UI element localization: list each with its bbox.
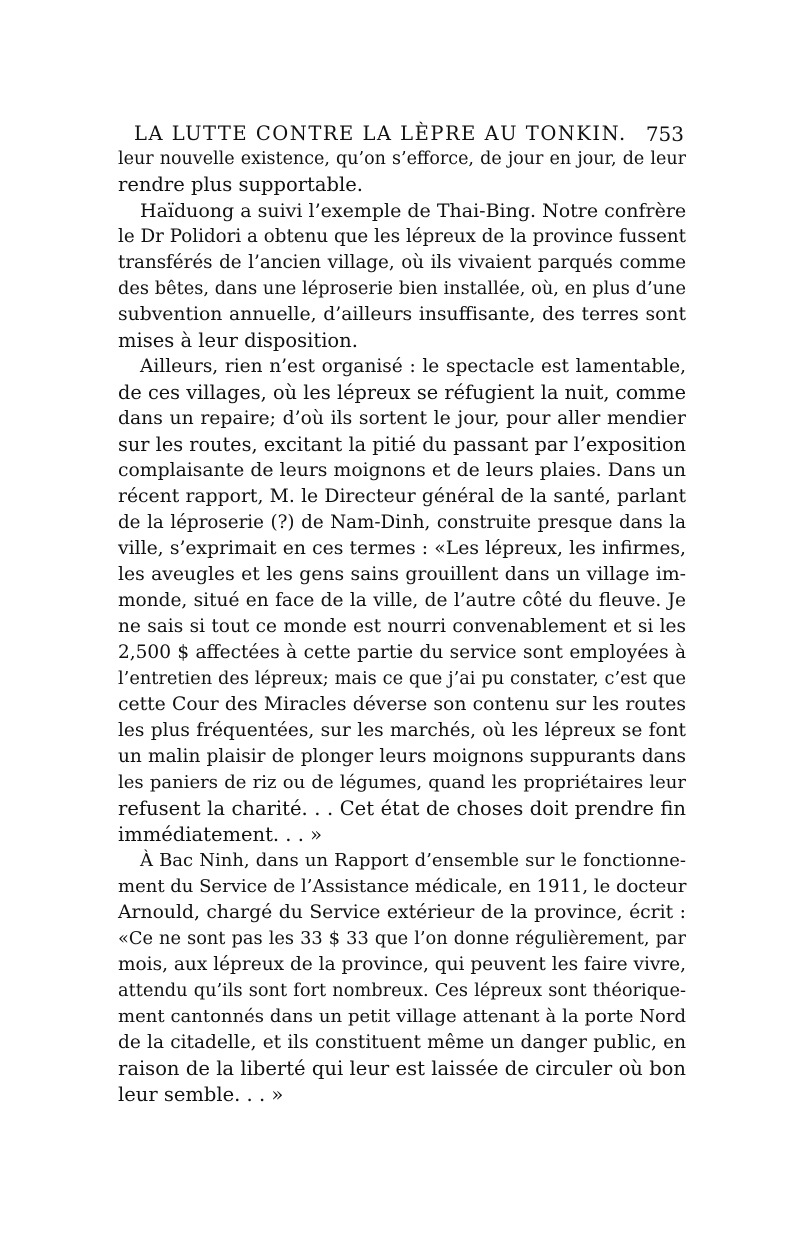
text-line: cette Cour des Miracles déverse son contenu sur les routes bbox=[118, 694, 686, 715]
text-line: dans un repaire; d’où ils sortent le jour, pour aller mendier bbox=[118, 408, 686, 429]
text-line: ment du Service de l’Assistance médicale, en 1911, le docteur bbox=[118, 876, 687, 897]
body-text bbox=[118, 146, 686, 1108]
text-line: subvention annuelle, d’ailleurs insuffisante, des terres sont bbox=[118, 304, 686, 325]
text-line: leur semble. . . » bbox=[118, 1083, 284, 1106]
text-line: transférés de l’ancien village, où ils vivaient parqués comme bbox=[118, 252, 686, 273]
text-line: monde, situé en face de la ville, de l’autre côté du fleuve. Je bbox=[118, 590, 686, 611]
running-title: LA LUTTE CONTRE LA LÈPRE AU TONKIN. bbox=[134, 122, 627, 145]
text-line: de la léproserie (?) de Nam-Dinh, construite presque dans la bbox=[118, 512, 686, 533]
text-line: l’entretien des lépreux; mais ce que j’ai pu constater, c’est que bbox=[118, 669, 686, 689]
text-line: À Bac Ninh, dans un Rapport d’ensemble sur le fonctionne- bbox=[140, 850, 686, 871]
text-line: mois, aux lépreux de la province, qui peuvent les faire vivre, bbox=[118, 954, 686, 975]
text-line: le Dr Polidori a obtenu que les lépreux de la province fussent bbox=[118, 226, 686, 247]
text-line: sur les routes, excitant la pitié du passant par l’exposition bbox=[118, 433, 686, 456]
text-line: les aveugles et les gens sains grouillent dans un village im- bbox=[118, 564, 686, 585]
text-line: récent rapport, M. le Directeur général de la santé, parlant bbox=[118, 486, 686, 507]
text-line: les paniers de riz ou de légumes, quand les propriétaires leur bbox=[118, 772, 686, 793]
text-line: rendre plus supportable. bbox=[118, 173, 363, 196]
text-line: ment cantonnés dans un petit village attenant à la porte Nord bbox=[118, 1006, 686, 1027]
text-line: «Ce ne sont pas les 33 $ 33 que l’on donne régulièrement, par bbox=[118, 929, 686, 949]
text-line: mises à leur disposition. bbox=[118, 329, 358, 352]
text-line: attendu qu’ils sont fort nombreux. Ces lépreux sont théorique- bbox=[118, 981, 686, 1001]
text-line: les plus fréquentées, sur les marchés, où les lépreux se font bbox=[118, 720, 686, 741]
text-line: raison de la liberté qui leur est laissée de circuler où bon bbox=[118, 1057, 686, 1080]
text-line: 2,500 $ affectées à cette partie du service sont employées à bbox=[118, 642, 686, 663]
text-line: Ailleurs, rien n’est organisé : le spectacle est lamentable, bbox=[140, 356, 686, 377]
text-line: de ces villages, où les lépreux se réfugient la nuit, comme bbox=[118, 381, 686, 404]
text-line: des bêtes, dans une léproserie bien installée, où, en plus d’une bbox=[118, 279, 686, 299]
text-line: Haïduong a suivi l’exemple de Thai-Bing. Notre confrère bbox=[140, 200, 687, 222]
text-line: Arnould, chargé du Service extérieur de la province, écrit : bbox=[118, 902, 686, 923]
text-line: ville, s’exprimait en ces termes : «Les lépreux, les infirmes, bbox=[118, 538, 686, 559]
text-line: refusent la charité. . . Cet état de choses doit prendre fin bbox=[118, 797, 686, 820]
text-line: immédiatement. . . » bbox=[118, 823, 323, 846]
page-number: 753 bbox=[645, 122, 684, 146]
text-line: un malin plaisir de plonger leurs moignons suppurants dans bbox=[118, 746, 686, 767]
text-line: ne sais si tout ce monde est nourri convenablement et si les bbox=[118, 616, 686, 637]
text-line: de la citadelle, et ils constituent même un danger public, en bbox=[118, 1032, 686, 1053]
text-line: leur nouvelle existence, qu’on s’efforce, de jour en jour, de leur bbox=[118, 149, 686, 169]
text-line: complaisante de leurs moignons et de leurs plaies. Dans un bbox=[118, 460, 686, 481]
